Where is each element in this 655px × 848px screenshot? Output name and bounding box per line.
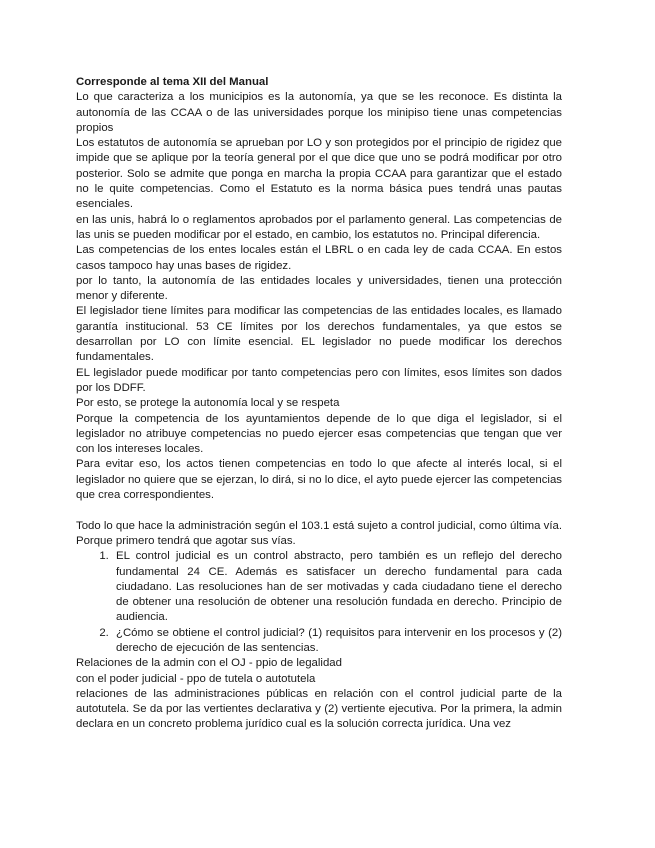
- paragraph: Relaciones de la admin con el OJ - ppio de legalidad: [76, 657, 342, 670]
- paragraph: Las competencias de los entes locales están el LBRL o en cada ley de cada CCAA. En estos casos tampoco hay unas bases de rigidez.: [76, 244, 562, 272]
- paragraph: relaciones de las administraciones públicas en relación con el control judicial parte de la autotutela. Se da por las vertientes declarativa y (2) vertiente ejecutiva. Por la primera, la admin declara en un concreto problema jurídico cual es la solución correcta jurídica. Una vez: [76, 687, 562, 731]
- paragraph: Los estatutos de autonomía se aprueban por LO y son protegidos por el principio de rigidez que impide que se aplique por la teoría general por el que dice que uno se podrá modificar por otro posterior. Solo se admite que ponga en marcha la propia CCAA para garantizar que el estado no le quite competencias. Como el Estatuto es la norma básica pues tendrá unas pautas esenciales.: [76, 137, 562, 211]
- list-item: 2. ¿Cómo se obtiene el control judicial? (1) requisitos para intervenir en los procesos y (2) derecho de ejecución de las sentencias.: [112, 626, 562, 657]
- paragraph: Lo que caracteriza a los municipios es la autonomía, ya que se les reconoce. Es distinta la autonomía de las CCAA o de las universidades porque los minipiso tiene unas competencias propios: [76, 91, 562, 134]
- paragraph: por lo tanto, la autonomía de las entidades locales y universidades, tienen una protección menor y diferente.: [76, 274, 562, 303]
- list-item: 1. EL control judicial es un control abstracto, pero también es un reflejo del derecho fundamental 24 CE. Además es satisfacer un derecho fundamental para cada ciudadano. Las resoluciones han de ser motivadas y cada ciudadano tiene el derecho de obtener una resolución de obtener una resolución fundada en derecho. Principio de audiencia.: [112, 549, 562, 625]
- blank-line: [76, 503, 562, 518]
- paragraph: con el poder judicial - ppo de tutela o autotutela: [76, 672, 316, 685]
- document-body: [76, 75, 562, 733]
- document-title: Corresponde al tema XII del Manual: [76, 76, 269, 88]
- paragraph: EL legislador puede modificar por tanto competencias pero con límites, esos límites son dados por los DDFF.: [76, 366, 562, 394]
- paragraph: El legislador tiene límites para modificar las competencias de las entidades locales, es llamado garantía institucional. 53 CE límites por los derechos fundamentales, ya que estos se desarrollan por LO con límite esencial. EL legislador no puede modificar los derechos fundamentales.: [76, 305, 562, 364]
- numbered-list: [76, 549, 562, 656]
- paragraph: en las unis, habrá lo o reglamentos aprobados por el parlamento general. Las competencias de las unis se pueden modificar por el estado, en cambio, los estatutos no. Principal diferencia.: [76, 213, 562, 241]
- paragraph: Para evitar eso, los actos tienen competencias en todo lo que afecte al interés local, si el legislador no quiere que se ejerzan, lo dirá, si no lo dice, el ayto puede ejercer las competencias que crea correspondientes.: [76, 458, 562, 502]
- paragraph: Todo lo que hace la administración según el 103.1 está sujeto a control judicial, como última vía. Porque primero tendrá que agotar sus vías.: [76, 519, 562, 547]
- paragraph: Por esto, se protege la autonomía local y se respeta: [76, 397, 340, 410]
- paragraph: Porque la competencia de los ayuntamientos depende de lo que diga el legislador, si el legislador no atribuye competencias no puedo ejercer esas competencias que tengan que ver con los intereses locales.: [76, 412, 562, 456]
